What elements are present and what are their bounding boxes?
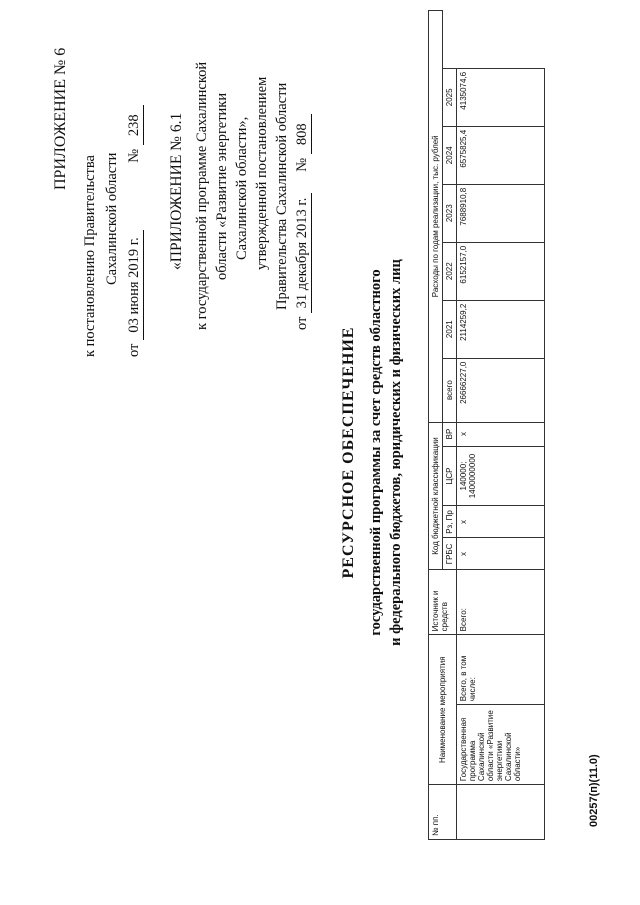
header-2023: 2023 — [443, 184, 457, 242]
cell-name: Государственная программа Сахалинской области «Развитие энергетики Сахалинской области» — [457, 705, 545, 785]
appendix2-from: от — [294, 316, 310, 330]
appendix2-line-4: утвержденной постановлением — [254, 76, 270, 270]
appendix-line-1: к постановлению Правительства — [82, 155, 98, 357]
cell-rzpr: х — [457, 506, 545, 538]
cell-2022: 6152157,0 — [457, 242, 545, 300]
appendix-number: 238 — [126, 105, 144, 145]
header-2024: 2024 — [443, 126, 457, 184]
header-budget-code: Код бюджетной классификации — [429, 422, 443, 570]
header-name: Наименование мероприятия — [429, 635, 457, 785]
header-source: Источник и средств — [429, 570, 457, 635]
document-title: РЕСУРСНОЕ ОБЕСПЕЧЕНИЕ — [340, 326, 357, 579]
header-2025: 2025 — [443, 68, 457, 126]
appendix-date: 03 июня 2019 г. — [126, 230, 144, 340]
cell-total: 26666227,0 — [457, 358, 545, 422]
header-rzpr: Рз, Пр — [443, 506, 457, 538]
document-subtitle-1: государственной программы за счет средств областного — [368, 269, 384, 636]
cell-name-sub: Всего, в том числе: — [457, 635, 545, 705]
header-vr: ВР — [443, 422, 457, 446]
appendix2-title: «ПРИЛОЖЕНИЕ № 6.1 — [168, 112, 185, 270]
cell-csr: 140000; 1400000000 — [457, 446, 545, 506]
appendix-title: ПРИЛОЖЕНИЕ № 6 — [52, 47, 69, 190]
cell-2024: 6575825,4 — [457, 126, 545, 184]
header-csr: ЦСР — [443, 446, 457, 506]
cell-num — [457, 785, 545, 840]
cell-source: Всего: — [457, 570, 545, 635]
resource-table — [428, 10, 545, 840]
header-2021: 2021 — [443, 300, 457, 358]
cell-vr: х — [457, 422, 545, 446]
appendix-date-line — [126, 105, 144, 357]
appendix2-no: № — [294, 157, 310, 172]
document-code: 00257(п)(11.0) — [588, 754, 600, 827]
cell-2021: 2114259,2 — [457, 300, 545, 358]
appendix2-line-3: Сахалинской области», — [234, 116, 250, 260]
cell-grbs: х — [457, 538, 545, 570]
appendix2-date: 31 декабря 2013 г. — [294, 193, 312, 313]
appendix2-line-2: области «Развитие энергетики — [214, 92, 230, 280]
table-row — [457, 11, 545, 840]
table-header-row-1 — [429, 11, 443, 840]
appendix-from: от — [126, 343, 142, 357]
appendix2-number: 808 — [294, 114, 312, 154]
header-2022: 2022 — [443, 242, 457, 300]
document-subtitle-2: и федерального бюджетов, юридических и физических лиц — [388, 259, 404, 646]
header-grbs: ГРБС — [443, 538, 457, 570]
appendix-line-2: Сахалинской области — [104, 152, 120, 285]
cell-2025: 4135074,6 — [457, 68, 545, 126]
appendix2-line-5: Правительства Сахалинской области — [274, 82, 290, 310]
appendix2-line-1: к государственной программе Сахалинской — [194, 61, 210, 330]
header-num: № пп. — [429, 785, 457, 840]
header-expenses: Расходы по годам реализации, тыс. рублей — [429, 11, 443, 423]
appendix2-date-line — [294, 114, 312, 330]
cell-2023: 7688910,8 — [457, 184, 545, 242]
header-total: всего — [443, 358, 457, 422]
appendix-no: № — [126, 148, 142, 163]
